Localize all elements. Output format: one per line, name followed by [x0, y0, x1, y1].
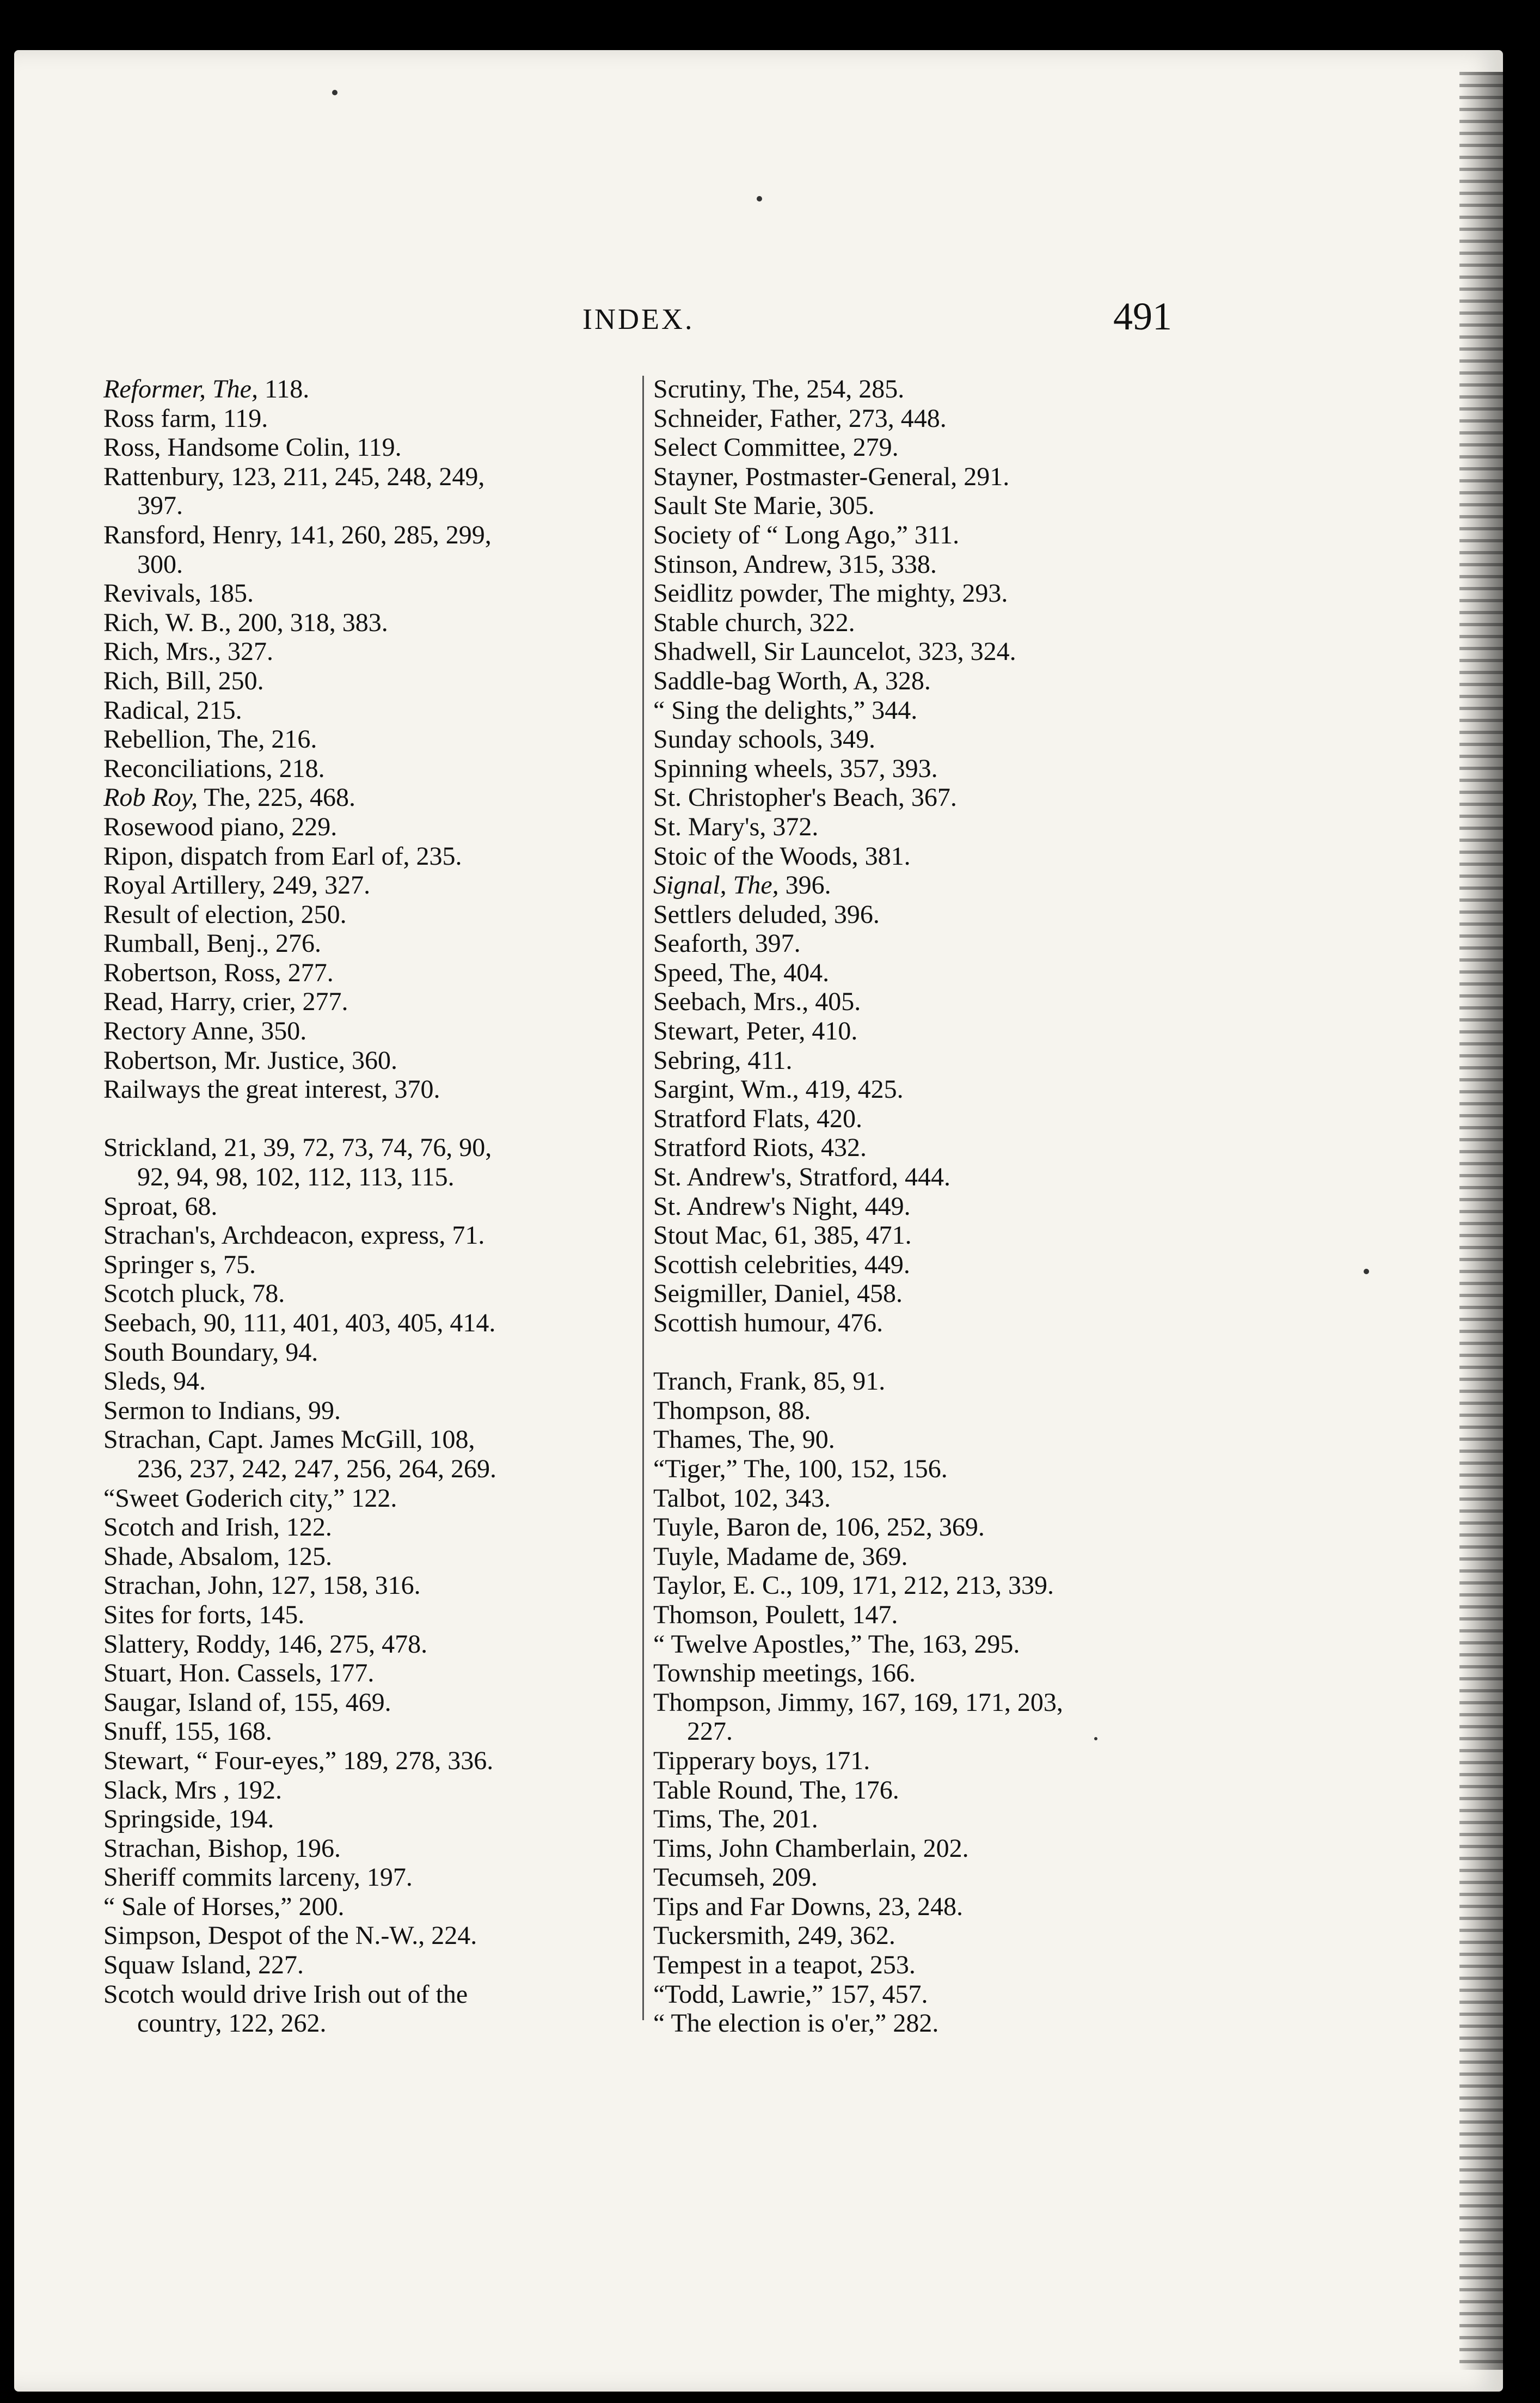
entry-text: The, 225, 468. [198, 783, 356, 812]
entry-text: Sheriff commits larceny, 197. [103, 1863, 413, 1892]
index-entry [103, 667, 648, 696]
entry-text: Talbot, 102, 343. [653, 1483, 831, 1513]
entry-text: Tempest in a teapot, 253. [653, 1950, 916, 1980]
entry-text: Snuff, 155, 168. [103, 1717, 272, 1746]
entry-text: Sites for forts, 145. [103, 1600, 305, 1629]
index-entry [103, 1571, 648, 1600]
index-entry [653, 1805, 1198, 1834]
index-entry [653, 462, 1198, 492]
entry-text: Stewart, “ Four-eyes,” 189, 278, 336. [103, 1746, 494, 1775]
entry-text: Stewart, Peter, 410. [653, 1017, 858, 1046]
entry-text: 118. [257, 375, 310, 403]
entry-text: St. Andrew's, Stratford, 444. [653, 1163, 950, 1192]
entry-text: “Tiger,” The, 100, 152, 156. [653, 1454, 948, 1483]
entry-text: 396. [778, 871, 831, 900]
index-entry-continuation [103, 491, 648, 521]
entry-text: Strachan, John, 127, 158, 316. [103, 1571, 421, 1600]
index-entry [653, 1600, 1198, 1630]
entry-text: Sebring, 411. [653, 1045, 793, 1075]
entry-text: Rich, W. B., 200, 318, 383. [103, 608, 388, 637]
entry-text: Radical, 215. [103, 695, 242, 725]
entry-text: Sleds, 94. [103, 1367, 206, 1396]
entry-text: Royal Artillery, 249, 327. [103, 871, 371, 900]
entry-text: 236, 237, 242, 247, 256, 264, 269. [137, 1454, 496, 1483]
entry-text: Rosewood piano, 229. [103, 812, 338, 841]
index-entry [103, 1192, 648, 1221]
index-entry [103, 1980, 648, 2009]
entry-text: Springer s, 75. [103, 1250, 256, 1279]
index-entry [103, 375, 648, 404]
entry-text: Scrutiny, The, 254, 285. [653, 375, 905, 403]
index-entry [653, 1921, 1198, 1950]
index-entry [653, 812, 1198, 842]
ink-speck [1094, 1737, 1097, 1740]
entry-text: Stinson, Andrew, 315, 338. [653, 549, 937, 579]
entry-text: Scotch would drive Irish out of the [103, 1979, 468, 2009]
index-entry [103, 521, 648, 550]
index-entry [103, 696, 648, 725]
index-entry [653, 375, 1198, 404]
entry-text: Scotch pluck, 78. [103, 1279, 285, 1308]
index-entry [103, 987, 648, 1017]
entry-text: Ripon, dispatch from Earl of, 235. [103, 841, 462, 871]
entry-text: Society of “ Long Ago,” 311. [653, 520, 960, 549]
running-header: INDEX. [582, 303, 695, 335]
entry-text: Thompson, Jimmy, 167, 169, 171, 203, [653, 1687, 1063, 1717]
index-entry [103, 1133, 648, 1163]
page-edge [1459, 72, 1508, 2370]
entry-text: Rich, Mrs., 327. [103, 637, 273, 667]
index-entry [653, 1017, 1198, 1046]
index-entry [103, 1075, 648, 1104]
entry-text: Select Committee, 279. [653, 433, 899, 462]
index-entry [653, 871, 1198, 900]
entry-text: “Sweet Goderich city,” 122. [103, 1483, 397, 1513]
index-entry [103, 1892, 648, 1922]
index-entry [103, 958, 648, 988]
index-entry [103, 608, 648, 638]
index-entry [103, 1717, 648, 1746]
entry-text: Springside, 194. [103, 1805, 274, 1834]
entry-text: Strachan, Bishop, 196. [103, 1833, 341, 1863]
entry-text: 227. [687, 1717, 733, 1746]
page-number: 491 [1113, 295, 1172, 338]
entry-text: Schneider, Father, 273, 448. [653, 403, 947, 433]
entry-text: 300. [137, 549, 183, 579]
entry-gap [103, 1104, 648, 1134]
index-entry [653, 1630, 1198, 1659]
index-entry [653, 667, 1198, 696]
index-entry [103, 1746, 648, 1776]
entry-text: Tecumseh, 209. [653, 1863, 818, 1892]
entry-text: Stoic of the Woods, 381. [653, 841, 911, 871]
index-entry [103, 1308, 648, 1338]
index-entry [653, 1513, 1198, 1542]
index-entry [653, 637, 1198, 667]
entry-text: Seebach, 90, 111, 401, 403, 405, 414. [103, 1308, 496, 1337]
index-entry [653, 1221, 1198, 1250]
entry-text: Stout Mac, 61, 385, 471. [653, 1221, 912, 1250]
entry-text: Rattenbury, 123, 211, 245, 248, 249, [103, 462, 485, 491]
index-entry [653, 1308, 1198, 1338]
entry-text: 397. [137, 491, 183, 521]
index-entry [103, 1863, 648, 1892]
entry-text: Seebach, Mrs., 405. [653, 987, 861, 1017]
entry-gap [653, 1338, 1198, 1367]
index-entry [653, 900, 1198, 930]
index-entry [653, 1834, 1198, 1863]
index-entry [653, 1688, 1198, 1717]
index-entry [653, 404, 1198, 433]
entry-text: Sermon to Indians, 99. [103, 1396, 341, 1425]
index-entry [653, 1950, 1198, 1980]
index-entry [103, 637, 648, 667]
index-entry [103, 1221, 648, 1250]
index-entry [103, 1630, 648, 1659]
index-entry [653, 1542, 1198, 1572]
entry-text: “ Twelve Apostles,” The, 163, 295. [653, 1629, 1020, 1659]
index-entry [653, 521, 1198, 550]
index-entry [103, 754, 648, 784]
index-entry-continuation [103, 1163, 648, 1192]
index-entry [653, 754, 1198, 784]
entry-text: Settlers deluded, 396. [653, 900, 880, 929]
entry-text: Sunday schools, 349. [653, 725, 875, 754]
index-entry [103, 1279, 648, 1308]
entry-text: Sproat, 68. [103, 1191, 218, 1221]
entry-text: “Todd, Lawrie,” 157, 457. [653, 1979, 928, 2009]
entry-text: Seidlitz powder, The mighty, 293. [653, 579, 1008, 608]
ink-speck [332, 90, 338, 95]
index-entry [103, 1659, 648, 1688]
index-entry [103, 1921, 648, 1950]
entry-text: Thames, The, 90. [653, 1425, 835, 1454]
entry-text: Table Round, The, 176. [653, 1775, 899, 1805]
entry-text: Revivals, 185. [103, 579, 254, 608]
index-entry [103, 1688, 648, 1717]
entry-text: Rectory Anne, 350. [103, 1017, 307, 1046]
entry-text: Rebellion, The, 216. [103, 725, 317, 754]
entry-text: Ross, Handsome Colin, 119. [103, 433, 402, 462]
entry-text: Simpson, Despot of the N.-W., 224. [103, 1921, 477, 1950]
index-entry [653, 725, 1198, 754]
entry-text: Tuckersmith, 249, 362. [653, 1921, 895, 1950]
entry-text: Township meetings, 166. [653, 1659, 916, 1688]
index-entry [103, 404, 648, 433]
entry-text: Thompson, 88. [653, 1396, 811, 1425]
entry-text: Slattery, Roddy, 146, 275, 478. [103, 1629, 428, 1659]
entry-text: Stratford Riots, 432. [653, 1133, 867, 1163]
entry-text: Seigmiller, Daniel, 458. [653, 1279, 903, 1308]
entry-text: Shade, Absalom, 125. [103, 1542, 332, 1571]
index-entry [653, 1250, 1198, 1280]
entry-text: Stratford Flats, 420. [653, 1104, 862, 1133]
index-entry [653, 1776, 1198, 1805]
index-entry [653, 550, 1198, 579]
index-entry [653, 1484, 1198, 1513]
entry-text: Scotch and Irish, 122. [103, 1513, 332, 1542]
entry-text: St. Christopher's Beach, 367. [653, 783, 957, 812]
entry-text: Stuart, Hon. Cassels, 177. [103, 1659, 375, 1688]
entry-text: Result of election, 250. [103, 900, 347, 929]
index-entry [653, 1571, 1198, 1600]
index-entry [653, 1104, 1198, 1134]
entry-text: Spinning wheels, 357, 393. [653, 754, 938, 783]
index-entry [653, 1863, 1198, 1892]
index-entry [103, 783, 648, 812]
entry-text: Read, Harry, crier, 277. [103, 987, 348, 1017]
index-entry [653, 433, 1198, 462]
index-entry-continuation [653, 1717, 1198, 1746]
index-entry [103, 579, 648, 608]
entry-text: Saddle-bag Worth, A, 328. [653, 666, 931, 695]
entry-text: “ Sing the delights,” 344. [653, 695, 918, 725]
index-entry [653, 1396, 1198, 1426]
index-entry [653, 1075, 1198, 1104]
entry-text: Stable church, 322. [653, 608, 855, 637]
entry-text: Tranch, Frank, 85, 91. [653, 1367, 886, 1396]
entry-text: Sault Ste Marie, 305. [653, 491, 875, 521]
index-entry [653, 842, 1198, 871]
index-entry [653, 1746, 1198, 1776]
entry-text: St. Andrew's Night, 449. [653, 1191, 911, 1221]
index-entry [103, 842, 648, 871]
index-entry [653, 1133, 1198, 1163]
index-entry [653, 491, 1198, 521]
entry-text: Tuyle, Baron de, 106, 252, 369. [653, 1513, 985, 1542]
ink-speck [1364, 1269, 1369, 1274]
entry-italic-title: Rob Roy, [103, 783, 198, 812]
entry-text: Thomson, Poulett, 147. [653, 1600, 898, 1629]
index-entry [653, 958, 1198, 988]
index-entry [653, 2009, 1198, 2038]
entry-text: Taylor, E. C., 109, 171, 212, 213, 339. [653, 1571, 1054, 1600]
index-entry [103, 1600, 648, 1630]
entry-text: St. Mary's, 372. [653, 812, 819, 841]
index-entry [103, 1425, 648, 1454]
index-entry [103, 725, 648, 754]
index-entry-continuation [103, 550, 648, 579]
entry-text: Stayner, Postmaster-General, 291. [653, 462, 1010, 491]
entry-text: Strachan, Capt. James McGill, 108, [103, 1425, 475, 1454]
index-entry [103, 433, 648, 462]
index-entry [653, 1367, 1198, 1396]
index-entry [653, 1659, 1198, 1688]
index-entry [653, 1163, 1198, 1192]
index-entry [653, 608, 1198, 638]
index-entry [103, 1834, 648, 1863]
index-entry [103, 1367, 648, 1396]
entry-text: Tims, John Chamberlain, 202. [653, 1833, 969, 1863]
index-entry [103, 929, 648, 958]
index-entry [103, 1805, 648, 1834]
entry-text: Strachan's, Archdeacon, express, 71. [103, 1221, 485, 1250]
index-entry [653, 987, 1198, 1017]
index-entry [103, 1396, 648, 1426]
entry-text: Ransford, Henry, 141, 260, 285, 299, [103, 520, 492, 549]
index-entry [653, 783, 1198, 812]
entry-text: country, 122, 262. [137, 2009, 327, 2038]
entry-text: Railways the great interest, 370. [103, 1075, 440, 1104]
index-entry [653, 1425, 1198, 1454]
index-entry [653, 1192, 1198, 1221]
index-entry [103, 1046, 648, 1075]
index-entry [653, 1980, 1198, 2009]
index-column-right [653, 375, 1198, 2038]
index-entry [103, 1542, 648, 1572]
index-entry [653, 1279, 1198, 1308]
entry-text: Sargint, Wm., 419, 425. [653, 1075, 904, 1104]
entry-text: South Boundary, 94. [103, 1337, 318, 1367]
entry-text: Tips and Far Downs, 23, 248. [653, 1892, 963, 1921]
ink-speck [757, 196, 762, 201]
entry-text: Rich, Bill, 250. [103, 666, 264, 695]
index-entry [653, 929, 1198, 958]
entry-text: Shadwell, Sir Launcelot, 323, 324. [653, 637, 1016, 667]
index-entry-continuation [103, 2009, 648, 2038]
index-entry-continuation [103, 1454, 648, 1484]
index-entry [103, 462, 648, 492]
entry-italic-title: Signal, The, [653, 871, 779, 900]
index-entry [103, 1484, 648, 1513]
entry-text: “ Sale of Horses,” 200. [103, 1892, 345, 1921]
index-entry [653, 1892, 1198, 1922]
entry-text: Ross farm, 119. [103, 403, 268, 433]
index-entry [103, 1513, 648, 1542]
entry-text: Saugar, Island of, 155, 469. [103, 1687, 391, 1717]
entry-text: Slack, Mrs , 192. [103, 1775, 282, 1805]
index-entry [103, 1017, 648, 1046]
entry-text: Robertson, Ross, 277. [103, 958, 334, 987]
entry-italic-title: Reformer, The, [103, 375, 258, 403]
index-entry [103, 1950, 648, 1980]
entry-text: Speed, The, 404. [653, 958, 830, 987]
entry-text: Scottish celebrities, 449. [653, 1250, 910, 1279]
index-entry [103, 871, 648, 900]
index-entry [103, 1776, 648, 1805]
entry-text: Robertson, Mr. Justice, 360. [103, 1045, 397, 1075]
index-entry [653, 1046, 1198, 1075]
index-entry [653, 1454, 1198, 1484]
index-entry [103, 1250, 648, 1280]
entry-text: Reconciliations, 218. [103, 754, 325, 783]
entry-text: Strickland, 21, 39, 72, 73, 74, 76, 90, [103, 1133, 492, 1163]
entry-text: Seaforth, 397. [653, 929, 801, 958]
entry-text: Tipperary boys, 171. [653, 1746, 870, 1775]
index-entry [653, 696, 1198, 725]
index-entry [103, 1338, 648, 1367]
entry-text: Tuyle, Madame de, 369. [653, 1542, 908, 1571]
entry-text: Scottish humour, 476. [653, 1308, 883, 1337]
index-column-left [103, 375, 648, 2038]
entry-text: Tims, The, 201. [653, 1805, 818, 1834]
entry-text: 92, 94, 98, 102, 112, 113, 115. [137, 1163, 455, 1192]
entry-text: Squaw Island, 227. [103, 1950, 304, 1980]
index-entry [103, 812, 648, 842]
entry-text: “ The election is o'er,” 282. [653, 2009, 939, 2038]
index-entry [653, 579, 1198, 608]
index-entry [103, 900, 648, 930]
entry-text: Rumball, Benj., 276. [103, 929, 321, 958]
